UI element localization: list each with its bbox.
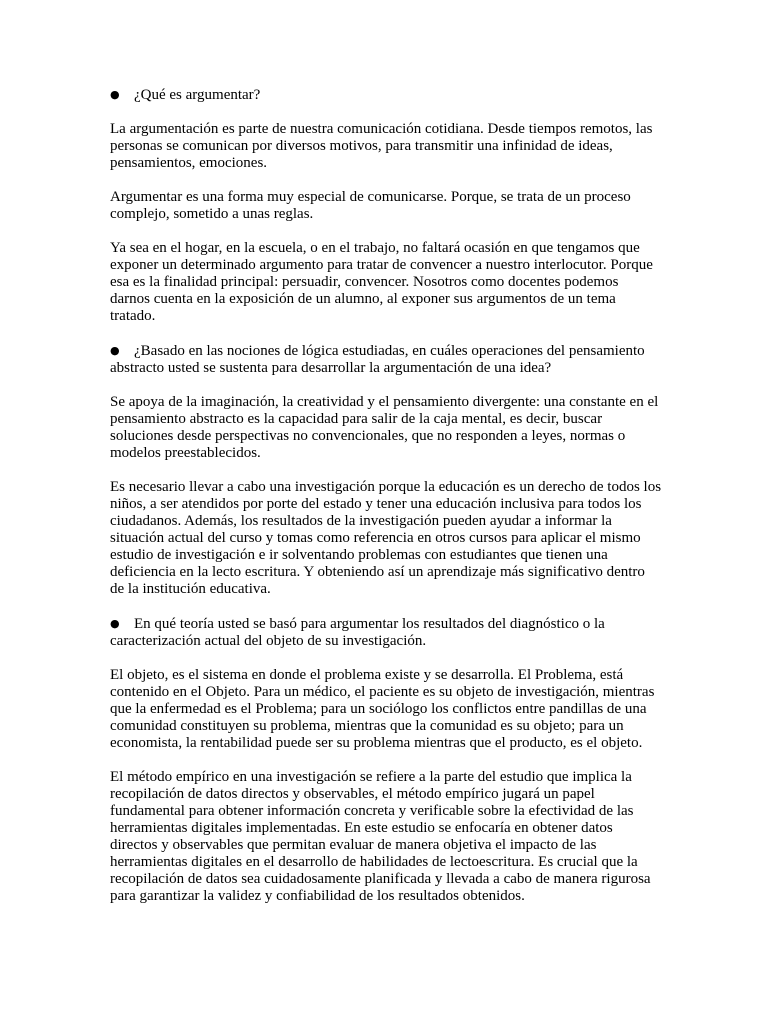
paragraph: El objeto, es el sistema en donde el problema existe y se desarrolla. El Problema, está contenido en el Objeto. Para un médico, el paciente es su objeto de investigación, mientras que la enfermedad es el Problema; para un sociólogo los conflictos entre pandillas de una comunidad constituyen su problema, mientras que la comunidad es su objeto; para un economista, la rentabilidad puede ser su problema mientras que el producto, es el objeto.	[110, 667, 655, 751]
document-page	[110, 86, 662, 922]
question-text: ¿Basado en las nociones de lógica estudiadas, en cuáles operaciones del pensamiento abstracto usted se sustenta para desarrollar la argumentación de una idea?	[110, 343, 645, 376]
bullet-dot-icon: ●	[110, 344, 120, 357]
bullet-question-3	[110, 615, 662, 650]
question-text: ¿Qué es argumentar?	[134, 87, 261, 103]
paragraph: El método empírico en una investigación se refiere a la parte del estudio que implica la recopilación de datos directos y observables, el método empírico jugará un papel fundamental para obtener información concreta y verificable sobre la efectividad de las herramientas digitales implementadas. En este estudio se enfocaría en obtener datos directos y observables que permitan evaluar de manera objetiva el impacto de las herramientas digitales en el desarrollo de habilidades de lectoescritura. Es crucial que la recopilación de datos sea cuidadosamente planificada y llevada a cabo de manera rigurosa para garantizar la validez y confiabilidad de los resultados obtenidos.	[110, 769, 651, 904]
question-text: En qué teoría usted se basó para argumentar los resultados del diagnóstico o la caracterización actual del objeto de su investigación.	[110, 616, 605, 649]
paragraph: Ya sea en el hogar, en la escuela, o en el trabajo, no faltará ocasión en que tengamos que exponer un determinado argumento para tratar de convencer a nuestro interlocutor. Porque esa es la finalidad principal: persuadir, convencer. Nosotros como docentes podemos darnos cuenta en la exposición de un alumno, al exponer sus argumentos de un tema tratado.	[110, 240, 653, 324]
paragraph: Argumentar es una forma muy especial de comunicarse. Porque, se trata de un proceso complejo, sometido a unas reglas.	[110, 189, 631, 222]
paragraph: Es necesario llevar a cabo una investigación porque la educación es un derecho de todos los niños, a ser atendidos por porte del estado y tener una educación inclusiva para todos los ciudadanos. Además, los resultados de la investigación pueden ayudar a informar la situación actual del curso y tomas como referencia en otros cursos para aplicar el mismo estudio de investigación e ir solventando problemas con estudiantes que tienen una deficiencia en la lecto escritura. Y obteniendo así un aprendizaje más significativo dentro de la institución educativa.	[110, 479, 662, 597]
bullet-dot-icon: ●	[110, 617, 120, 630]
bullet-question-2	[110, 342, 662, 377]
paragraph: Se apoya de la imaginación, la creatividad y el pensamiento divergente: una constante en el pensamiento abstracto es la capacidad para salir de la caja mental, es decir, buscar soluciones desde perspectivas no convencionales, que no responden a leyes, normas o modelos preestablecidos.	[110, 394, 659, 461]
paragraph: La argumentación es parte de nuestra comunicación cotidiana. Desde tiempos remotos, las personas se comunican por diversos motivos, para transmitir una infinidad de ideas, pensamientos, emociones.	[110, 121, 653, 171]
bullet-dot-icon: ●	[110, 88, 120, 101]
bullet-question-1	[110, 86, 662, 104]
